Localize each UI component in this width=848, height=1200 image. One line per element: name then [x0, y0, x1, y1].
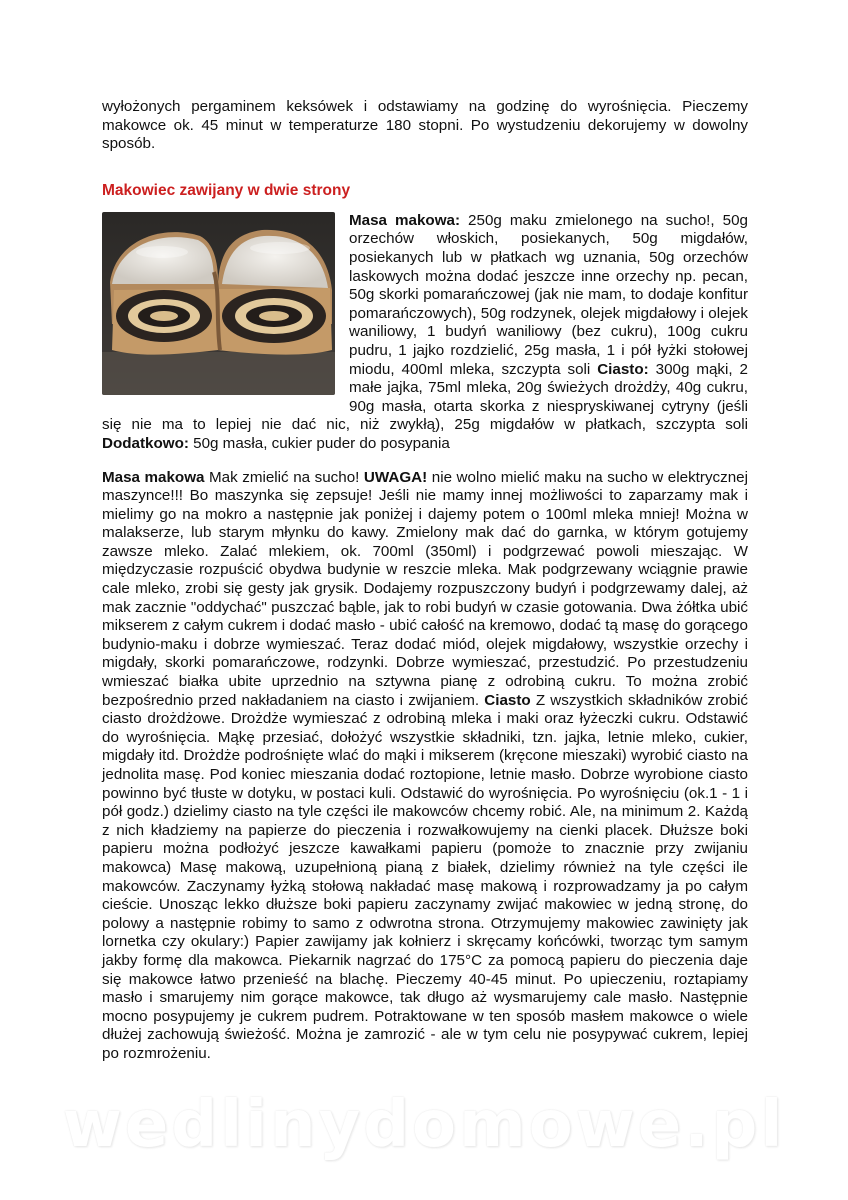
recipe-title: Makowiec zawijany w dwie strony: [102, 181, 351, 199]
ciasto-ingredients: 300g mąki, 2 małe jajka, 75ml mleka, 20g świeżych drożdży, 40g cukru, 90g masła, otarta skorka z niespryskiwanej cytryny (jeśli się nie ma to lepiej nie dać nic, niż zwykłą), 25g migdałów w płatkach, szczypta soli: [102, 360, 748, 434]
method-ciasto-text: Z wszystkich składników zrobić ciasto drożdżowe. Drożdże wymieszać z odrobiną mleka i maki oraz łyżeczki cukru. Odstawić do wyrośnięcia. Mąkę przesiać, dołożyć wszystkie składniki, tzn. jajka, letnie mleko, cukier, migdały itd. Drożdże podrośnięte wlać do mąki i mikserem (kręcone mieszaki) wyrobić ciasto na jednolita masę. Pod koniec mieszania dodać roztopione, letnie masło. Dobrze wyrobione ciasto powinno być tłuste w dotyku, w postaci kuli. Odstawić do wyrośnięcia. Po wyrośnięciu (ok.1 - 1 i pół godz.) dzielimy ciasto na tyle części ile makowców chcemy robić. Ale, na minimum 2. Każdą z nich kładziemy na papierze do pieczenia i rozwałkowujemy na cienki placek. Dłuższe boki papieru można podłożyć jeszcze kawałkami papieru (pomoże to znacznie przy zwijaniu makowca) Masę makową, uzupełnioną pianą z białek, dzielimy również na tyle części ile makowców. Zaczynamy łyżką stołową nakładać masę makową i rozprowadzamy ja po całym cieście. Unosząc lekko dłuższe boki papieru zaczynamy zwijać makowiec w jedną stronę, do polowy a następnie robimy to samo z odwrotna strona. Otrzymujemy makowiec zawinięty jak lornetka czy okulary:) Papier zawijamy jak kołnierz i skręcamy końcówki, tworząc tym samym jakby formę dla makowca. Piekarnik nagrzać do 175°C za pomocą papieru do pieczenia daje się makowce łatwo przenieść na blachę. Pieczemy 40-45 minut. Po upieczeniu, roztapiamy masło i smarujemy nim gorące makowce, tak długo aż wysmarujemy cale masło. Następnie mocno posypujemy je cukrem pudrem. Potraktowane w ten sposób masłem makowce o wiele dłużej zachowują świeżość. Można je zamrozić - ale w tym celu nie posypywać cukrem, lepiej po rozmrożeniu.: [102, 691, 748, 1062]
method-paragraph: [102, 469, 748, 1064]
dodatkowo-label: Dodatkowo:: [102, 434, 189, 452]
warning-label: UWAGA!: [363, 468, 428, 486]
dodatkowo-ingredients: 50g masła, cukier puder do posypania: [188, 434, 450, 452]
site-watermark: wedlinydomowe.pl: [62, 1088, 786, 1162]
poppy-seed-roll-image: [102, 212, 335, 395]
method-masa-intro: Mak zmielić na sucho!: [204, 468, 364, 486]
makowiec-photo: [102, 212, 335, 395]
document-page: [102, 98, 748, 1064]
masa-makowa-label: Masa makowa:: [349, 211, 461, 229]
method-ciasto-label: Ciasto: [484, 691, 531, 709]
method-masa-label: Masa makowa: [102, 468, 205, 486]
method-masa-text: nie wolno mielić maku na sucho w elektrycznej maszynce!!! Bo maszynka się zepsuje! Jeśli nie mamy innej możliwości to zaparzamy mak i mielimy go na mokro a następnie jak poniżej i dajemy potem o 100ml mleka mniej! Można w malakserze, lub starym młynku do kawy. Zmielony mak dać do garnka, w którym gotujemy zawsze mleko. Zalać mlekiem, ok. 700ml (350ml) i podgrzewać powoli mieszając. W międzyczasie rozpuścić obydwa budynie w reszcie mleka. Mak podgrzewany wciągnie prawie cale mleko, zrobi się gesty jak grysik. Dodajemy rozpuszczony budyń i podgrzewamy dalej, aż mak zacznie "oddychać" puszczać bąble, jak to robi budyń w czasie gotowania. Dwa żółtka ubić mikserem z całym cukrem i dodać masło - ubić całość na kremowo, dodać tą masę do gorącego budynio-maku i dobrze wymieszać. Teraz dodać miód, olejek migdałowy, wszystkie orzechy i migdały, skorki pomarańczowe, rodzynki. Dobrze wymieszać, przestudzić. Po przestudzeniu wmieszać białka ubite uprzednio na sztywna pianę z odrobiną cukru. To można zrobić bezpośrednio przed nakładaniem na ciasto i zwijaniem.: [102, 468, 748, 709]
intro-paragraph: wyłożonych pergaminem keksówek i odstawiamy na godzinę do wyrośnięcia. Pieczemy makowce ok. 45 minut w temperaturze 180 stopni. Po wystudzeniu dekorujemy w dowolny sposób.: [102, 98, 748, 153]
ciasto-label: Ciasto:: [597, 360, 649, 378]
masa-makowa-ingredients: 250g maku zmielonego na sucho!, 50g orzechów włoskich, posiekanych, 50g migdałów, posiekanych lub w płatkach wg uznania, 50g orzechów laskowych można dodać jeszcze inne orzechy np. pecan, 50g skorki pomarańczowej (jak nie mam, to dodaje konfitur pomarańczowych), 50g rodzynek, olejek migdałowy i olejek waniliowy, 1 budyń waniliowy (bez cukru), 100g cukru pudru, 1 jajko rozdzielić, 25g masła, 1 i pół łyżki stołowej miodu, 400ml mleka, szczypta soli: [349, 211, 748, 378]
